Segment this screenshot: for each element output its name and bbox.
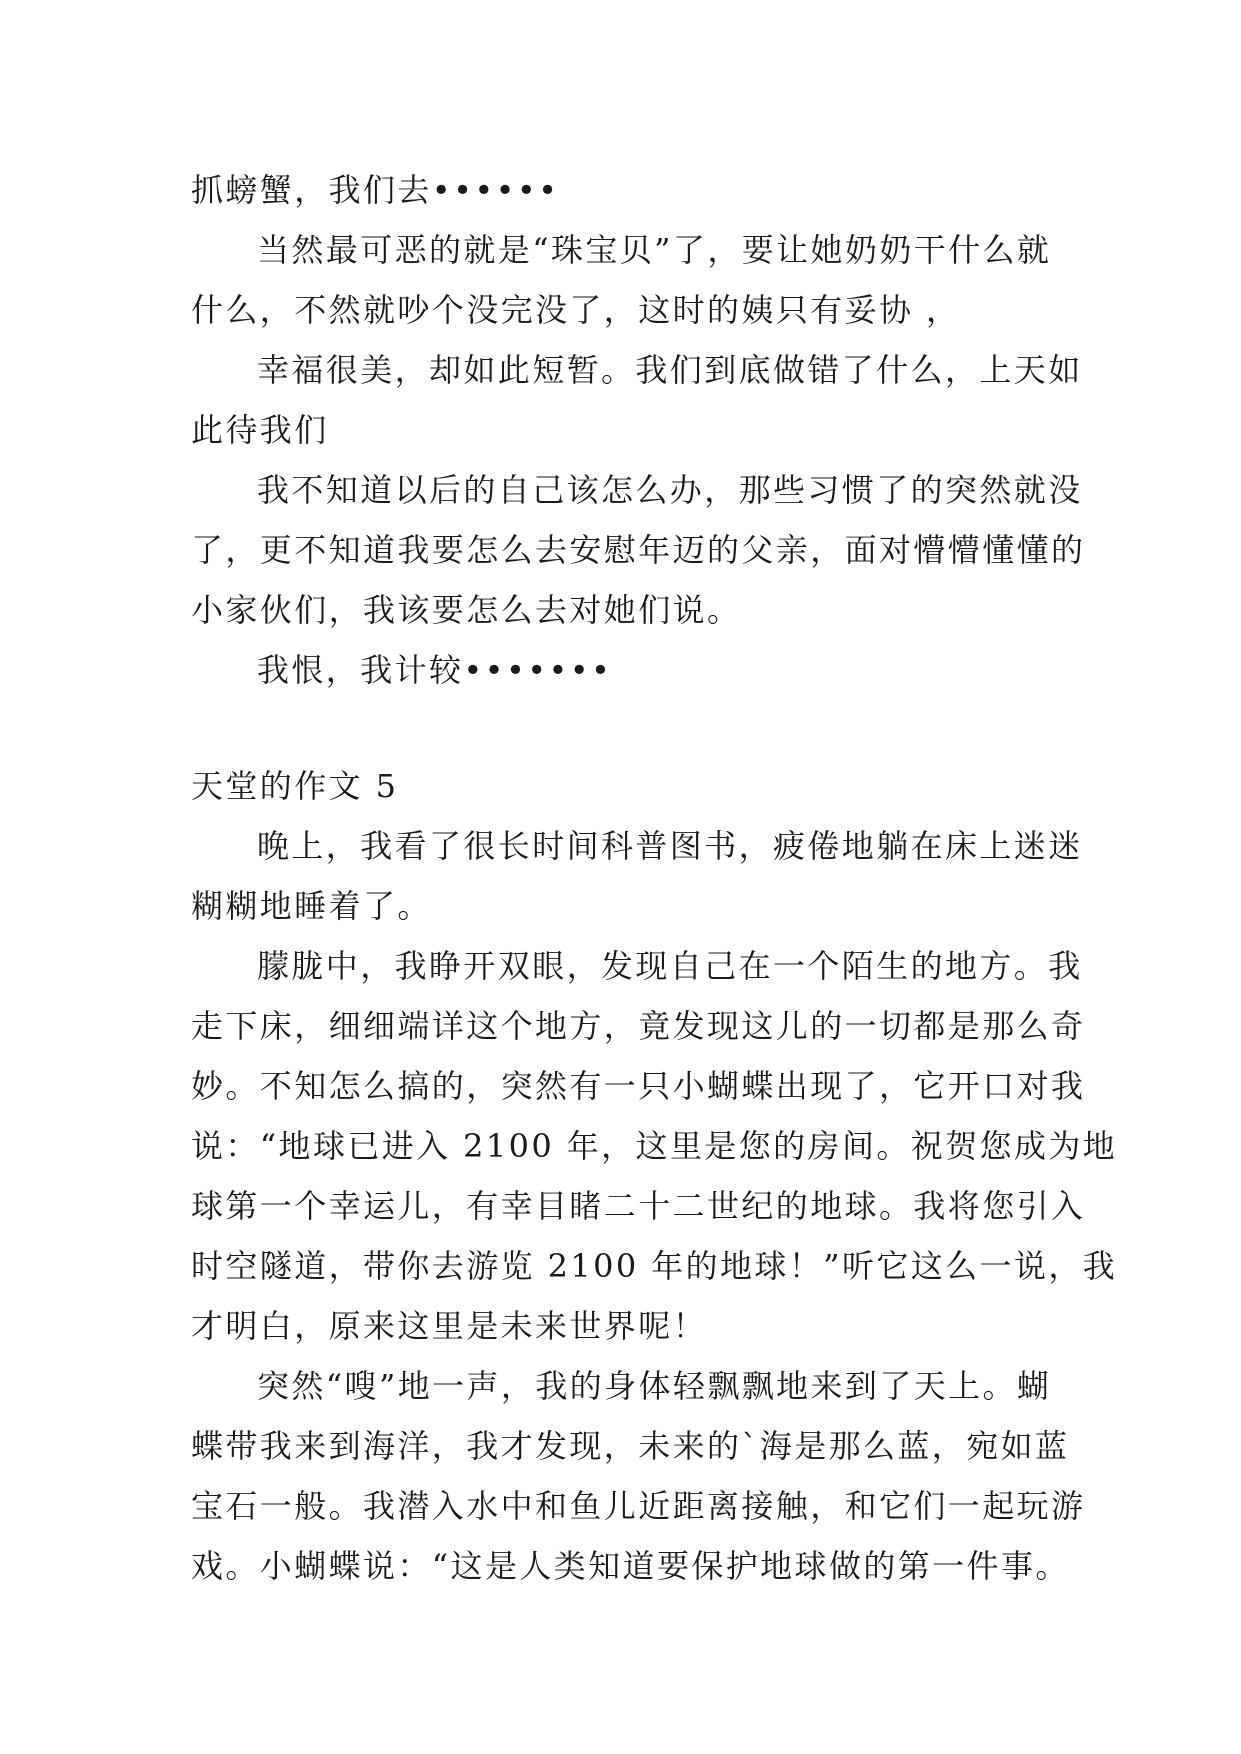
text-line: 了，更不知道我要怎么去安慰年迈的父亲，面对懵懵懂懂的	[191, 531, 1086, 569]
text-line: 戏。小蝴蝶说：“这是人类知道要保护地球做的第一件事。	[191, 1547, 1070, 1585]
text-line: 走下床，细细端详这个地方，竟发现这儿的一切都是那么奇	[191, 1007, 1086, 1045]
text-line: 朦胧中，我睁开双眼，发现自己在一个陌生的地方。我	[257, 947, 1083, 985]
text-line: 妙。不知怎么搞的，突然有一只小蝴蝶出现了，它开口对我	[191, 1067, 1086, 1105]
text-line: 什么，不然就吵个没完没了，这时的姨只有妥协 ，	[191, 291, 961, 329]
section-title: 天堂的作文 5	[191, 767, 399, 805]
text-line: 时空隧道，带你去游览 2100 年的地球！”听它这么一说，我	[191, 1247, 1118, 1285]
text-line: 此待我们	[191, 411, 329, 449]
text-line: 才明白，原来这里是未来世界呢！	[191, 1307, 708, 1345]
text-line: 球第一个幸运儿，有幸目睹二十二世纪的地球。我将您引入	[191, 1187, 1086, 1225]
text-line: 蝶带我来到海洋，我才发现，未来的`海是那么蓝，宛如蓝	[191, 1427, 1070, 1465]
text-line: 说：“地球已进入 2100 年，这里是您的房间。祝贺您成为地	[191, 1127, 1118, 1165]
text-line: 突然“嗖”地一声，我的身体轻飘飘地来到了天上。蝴	[257, 1367, 1052, 1405]
text-line: 幸福很美，却如此短暂。我们到底做错了什么，上天如	[257, 351, 1083, 389]
text-line: 当然最可恶的就是“珠宝贝”了，要让她奶奶干什么就	[257, 231, 1052, 269]
section-gap	[191, 700, 1051, 756]
text-line: 晚上，我看了很长时间科普图书，疲倦地躺在床上迷迷	[257, 827, 1083, 865]
text-line: 我恨，我计较•••••••	[257, 651, 613, 689]
text-line: 宝石一般。我潜入水中和鱼儿近距离接触，和它们一起玩游	[191, 1487, 1086, 1525]
text-line: 小家伙们，我该要怎么去对她们说。	[191, 591, 742, 629]
document-page	[191, 160, 1118, 1596]
text-line: 糊糊地睡着了。	[191, 887, 432, 925]
text-line: 抓螃蟹，我们去••••••	[191, 171, 560, 209]
text-line: 我不知道以后的自己该怎么办，那些习惯了的突然就没	[257, 471, 1083, 509]
